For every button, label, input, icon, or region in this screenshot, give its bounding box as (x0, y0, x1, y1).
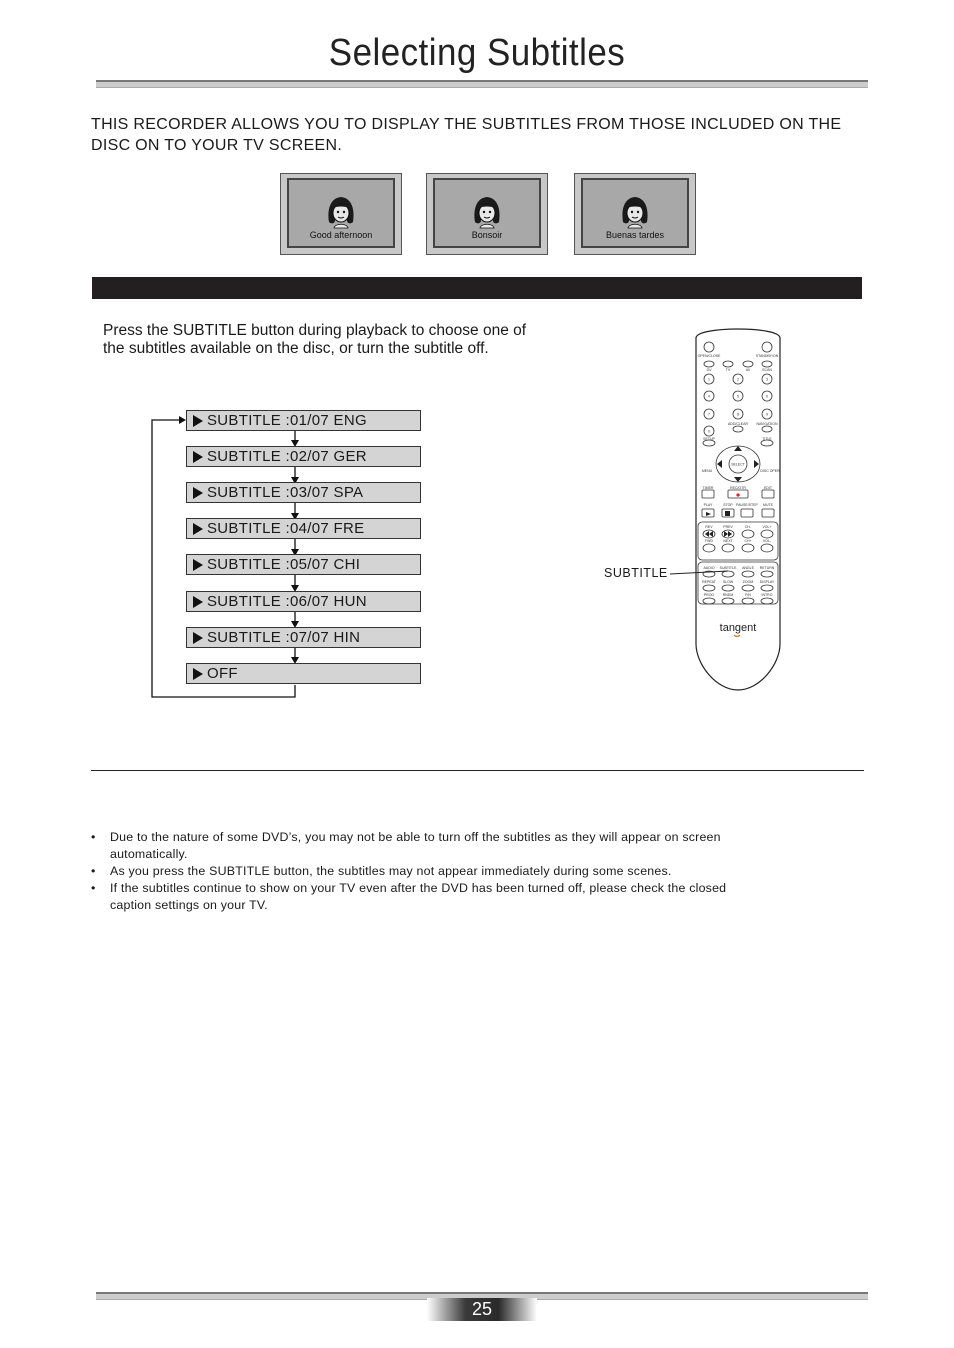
play-arrow-icon (193, 596, 203, 608)
remote-label: SLOW (722, 580, 734, 584)
subtitle-callout-label: SUBTITLE (604, 566, 668, 580)
remote-label: PROG (703, 593, 715, 597)
remote-label: REPEAT (702, 580, 716, 584)
remote-label: STANDBY/ON (755, 354, 779, 358)
play-arrow-icon (193, 487, 203, 499)
remote-label: STOP (723, 503, 733, 507)
remote-label: NAVIGATION (756, 422, 778, 426)
remote-label: VOL- (762, 539, 772, 543)
subtitle-option-7 (186, 627, 421, 648)
remote-label: 9 (766, 412, 768, 417)
remote-control (690, 324, 786, 697)
remote-label: REC/OTR (730, 486, 746, 490)
remote-label: PAUSE/STEP (736, 503, 758, 507)
remote-label: SCAN (762, 368, 772, 372)
remote-label: RETURN (759, 566, 775, 570)
play-arrow-icon (193, 415, 203, 427)
remote-label: OPEN/CLOSE (697, 354, 721, 358)
remote-label: PLAY (703, 503, 713, 507)
remote-label: TV (725, 368, 731, 372)
page-title: Selecting Subtitles (328, 32, 626, 74)
remote-label: REV (705, 525, 713, 529)
remote-label: TIMER (702, 486, 714, 490)
tv-caption: Bonsoir (471, 230, 503, 240)
remote-label: 4 (708, 394, 710, 399)
tv-caption: Buenas tardes (605, 230, 665, 240)
remote-label: 3 (766, 377, 768, 382)
remote-brand: tangent (719, 622, 757, 634)
remote-label: MENU (701, 469, 713, 473)
subtitle-option-label: SUBTITLE :05/07 CHI (207, 556, 361, 573)
remote-label: PREV (723, 525, 733, 529)
subtitle-option-off (186, 663, 421, 684)
remote-label: CH+ (744, 539, 752, 543)
remote-label: INTRO (761, 593, 773, 597)
remote-label: 7 (708, 412, 710, 417)
remote-label: EDIT (764, 486, 772, 490)
play-arrow-icon (193, 451, 203, 463)
instruction-text: Press the SUBTITLE button during playback to choose one of the subtitles available on the disc, or turn the subtitle off. (103, 322, 527, 357)
remote-label: 8 (737, 412, 739, 417)
remote-label: 5 (737, 394, 739, 399)
note-item: • As you press the SUBTITLE button, the subtitles may not appear immediately during some scenes. (91, 863, 751, 880)
note-item: • Due to the nature of some DVD’s, you may not be able to turn off the subtitles as they will appear on screen automatically. (91, 829, 751, 863)
subtitle-option-4 (186, 518, 421, 539)
remote-label: NEXT (723, 539, 733, 543)
page-number: 25 (427, 1298, 537, 1321)
remote-label: AUDIO (703, 566, 715, 570)
notes-list (91, 829, 751, 914)
subtitle-option-1 (186, 410, 421, 431)
subtitle-option-5 (186, 554, 421, 575)
remote-label: SELECT (731, 462, 745, 467)
subtitle-option-label: SUBTITLE :06/07 HUN (207, 593, 367, 610)
remote-label: TITLE (762, 437, 772, 441)
subtitle-option-3 (186, 482, 421, 503)
remote-label: DISC OPER (760, 469, 780, 473)
remote-label: MUTE (763, 503, 773, 507)
play-arrow-icon (193, 559, 203, 571)
subtitle-option-label: SUBTITLE :07/07 HIN (207, 629, 361, 646)
remote-label: ANGLE (742, 566, 754, 570)
remote-label: CH- (744, 525, 752, 529)
note-item: • If the subtitles continue to show on your TV even after the DVD has been turned off, please check the closed caption settings on your TV. (91, 880, 751, 914)
remote-label: RNDM (722, 593, 734, 597)
remote-control-icon (690, 324, 786, 692)
remote-label: DISPLAY (759, 580, 775, 584)
play-arrow-icon (193, 632, 203, 644)
remote-label: DV (706, 368, 712, 372)
remote-label: FWD (705, 539, 713, 543)
play-arrow-icon (193, 668, 203, 680)
section-rule (91, 770, 864, 771)
subtitle-option-6 (186, 591, 421, 612)
subtitle-option-label: SUBTITLE :02/07 GER (207, 448, 367, 465)
callout-line (668, 566, 738, 580)
tv-caption: Good afternoon (309, 230, 373, 240)
remote-label: 6 (766, 394, 768, 399)
remote-label: AV (745, 368, 751, 372)
remote-label: SETUP (703, 437, 715, 441)
remote-label: VOL+ (762, 525, 772, 529)
remote-label: 0 (708, 429, 710, 434)
subtitle-option-2 (186, 446, 421, 467)
remote-label: 2 (737, 377, 739, 382)
play-arrow-icon (193, 523, 203, 535)
remote-label: P/N (745, 593, 751, 597)
remote-label: SUBTITLE (719, 566, 737, 570)
subtitle-option-label: SUBTITLE :03/07 SPA (207, 484, 364, 501)
remote-label: ZOOM (742, 580, 754, 584)
subtitle-option-label: SUBTITLE :01/07 ENG (207, 412, 367, 429)
subtitle-option-label: SUBTITLE :04/07 FRE (207, 520, 365, 537)
remote-label: ADD/CLEAR (727, 422, 749, 426)
remote-label: 1 (708, 377, 710, 382)
intro-text: THIS RECORDER ALLOWS YOU TO DISPLAY THE SUBTITLES FROM THOSE INCLUDED ON THE DISC ON TO YOUR TV SCREEN. (91, 116, 842, 154)
subtitle-option-label: OFF (207, 665, 238, 682)
